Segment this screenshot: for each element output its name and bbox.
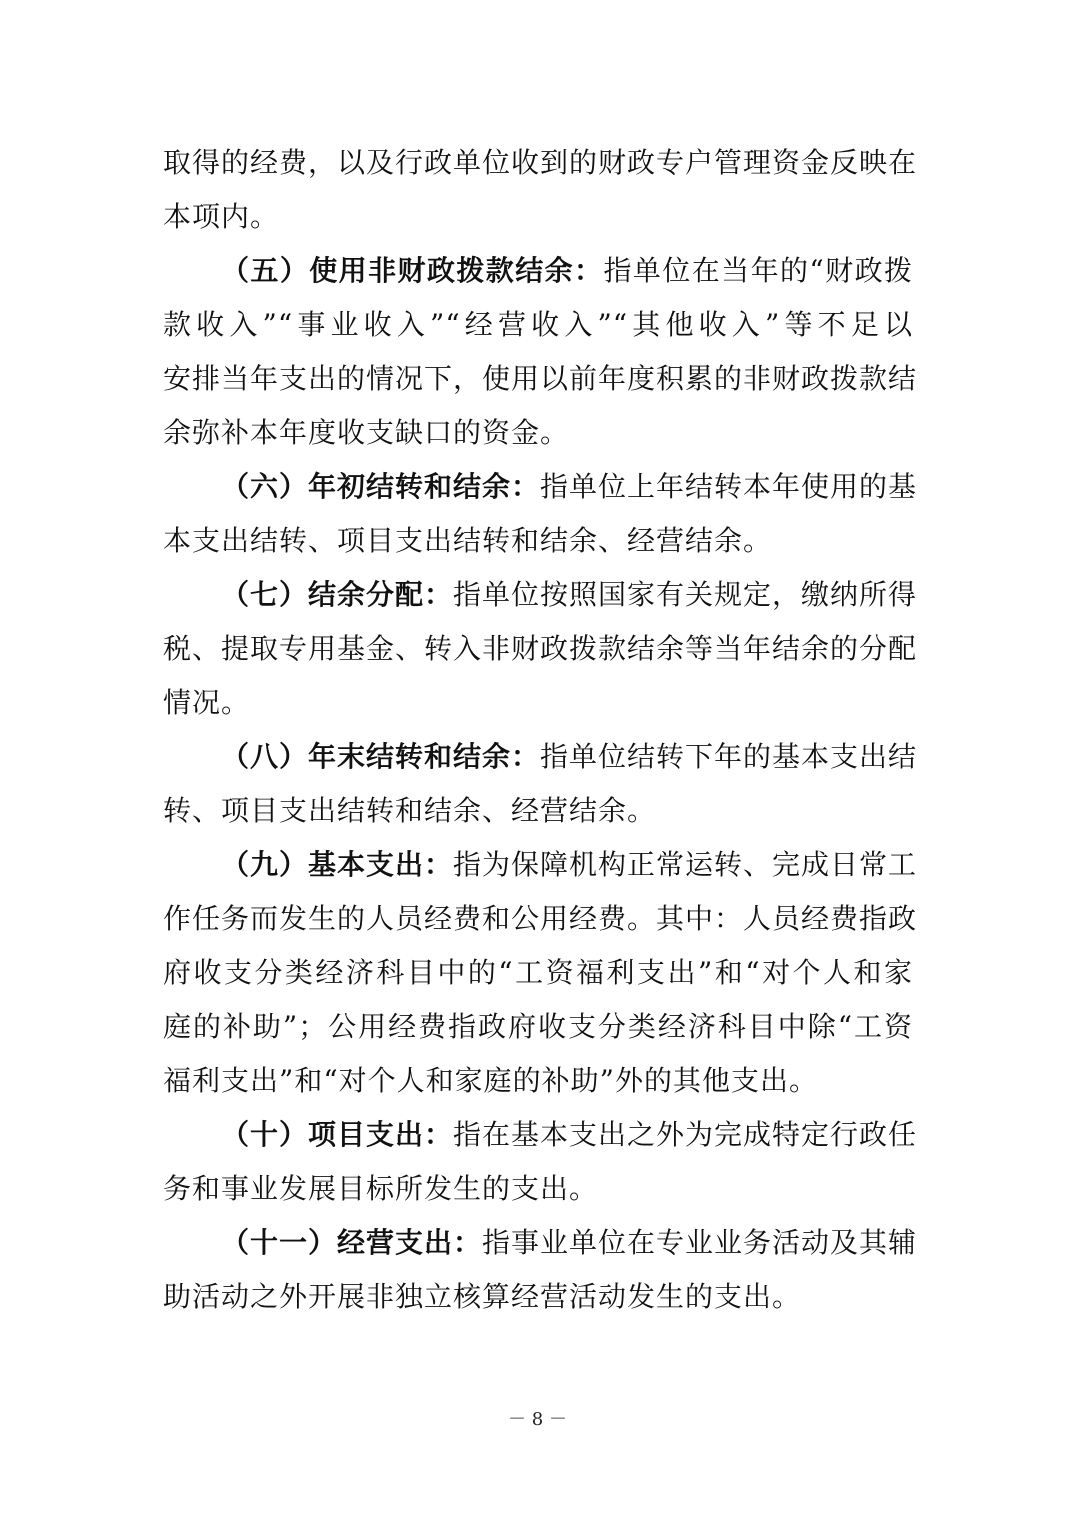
- text-line: [163, 892, 918, 946]
- text-line: [163, 298, 913, 352]
- text-line: [163, 784, 913, 838]
- paragraph-heading: （六）年初结转和结余：: [221, 470, 541, 503]
- line-text: 指单位上年结转本年使用的基: [540, 470, 918, 503]
- paragraph: [163, 136, 918, 244]
- text-line: [163, 1108, 918, 1162]
- line-text: 福利支出”和“对个人和家庭的补助”外的其他支出。: [163, 1064, 818, 1097]
- line-text: 本支出结转、项目支出结转和结余、经营结余。: [163, 524, 773, 557]
- line-text: 税、提取专用基金、转入非财政拨款结余等当年结余的分配: [163, 632, 918, 665]
- line-text: 助活动之外开展非独立核算经营活动发生的支出。: [163, 1280, 802, 1313]
- line-text: 安排当年支出的情况下，使用以前年度积累的非财政拨款结: [163, 362, 918, 395]
- line-text: 情况。: [163, 686, 251, 719]
- text-line: [163, 1000, 913, 1054]
- paragraph-heading: （十一）经营支出：: [221, 1226, 483, 1259]
- text-line: [163, 676, 913, 730]
- line-text: 指单位结转下年的基本支出结: [540, 740, 918, 773]
- paragraph: [163, 460, 918, 568]
- paragraph-heading: （八）年末结转和结余：: [221, 740, 541, 773]
- paragraph: [163, 568, 918, 730]
- line-text: 指为保障机构正常运转、完成日常工: [453, 848, 918, 881]
- paragraph: [163, 244, 918, 460]
- line-text: 府收支分类经济科目中的“工资福利支出”和“对个人和家: [163, 956, 913, 989]
- paragraph-heading: （九）基本支出：: [221, 848, 454, 881]
- text-line: [163, 622, 918, 676]
- text-line: [163, 190, 913, 244]
- paragraph: [163, 838, 918, 1108]
- line-text: 指单位在当年的“财政拨: [603, 254, 913, 287]
- line-text: 指在基本支出之外为完成特定行政任: [453, 1118, 918, 1151]
- line-text: 务和事业发展目标所发生的支出。: [163, 1172, 599, 1205]
- paragraph: [163, 1108, 918, 1216]
- line-text: 作任务而发生的人员经费和公用经费。其中：人员经费指政: [163, 902, 918, 935]
- paragraph-heading: （七）结余分配：: [221, 578, 454, 611]
- text-line: [163, 514, 913, 568]
- text-line: [163, 1216, 918, 1270]
- line-text: 余弥补本年度收支缺口的资金。: [163, 416, 570, 449]
- text-line: [163, 730, 918, 784]
- text-line: [163, 136, 918, 190]
- line-text: 款收入”“事业收入”“经营收入”“其他收入”等不足以: [163, 308, 913, 341]
- text-line: [163, 946, 913, 1000]
- text-line: [163, 1270, 913, 1324]
- line-text: 转、项目支出结转和结余、经营结余。: [163, 794, 657, 827]
- paragraph-heading: （十）项目支出：: [221, 1118, 454, 1151]
- line-text: 庭的补助”；公用经费指政府收支分类经济科目中除“工资: [163, 1010, 913, 1043]
- line-text: 指单位按照国家有关规定，缴纳所得: [453, 578, 918, 611]
- text-line: [163, 838, 918, 892]
- document-body: [163, 136, 918, 1324]
- line-text: 指事业单位在专业业务活动及其辅: [482, 1226, 918, 1259]
- text-line: [163, 1054, 913, 1108]
- text-line: [163, 244, 913, 298]
- text-line: [163, 1162, 913, 1216]
- line-text: 取得的经费，以及行政单位收到的财政专户管理资金反映在: [163, 146, 918, 179]
- page-number: － 8 －: [508, 1409, 567, 1430]
- paragraph: [163, 1216, 918, 1324]
- text-line: [163, 406, 913, 460]
- text-line: [163, 568, 918, 622]
- paragraph: [163, 730, 918, 838]
- line-text: 本项内。: [163, 200, 280, 233]
- text-line: [163, 352, 918, 406]
- text-line: [163, 460, 918, 514]
- paragraph-heading: （五）使用非财政拨款结余：: [221, 254, 604, 287]
